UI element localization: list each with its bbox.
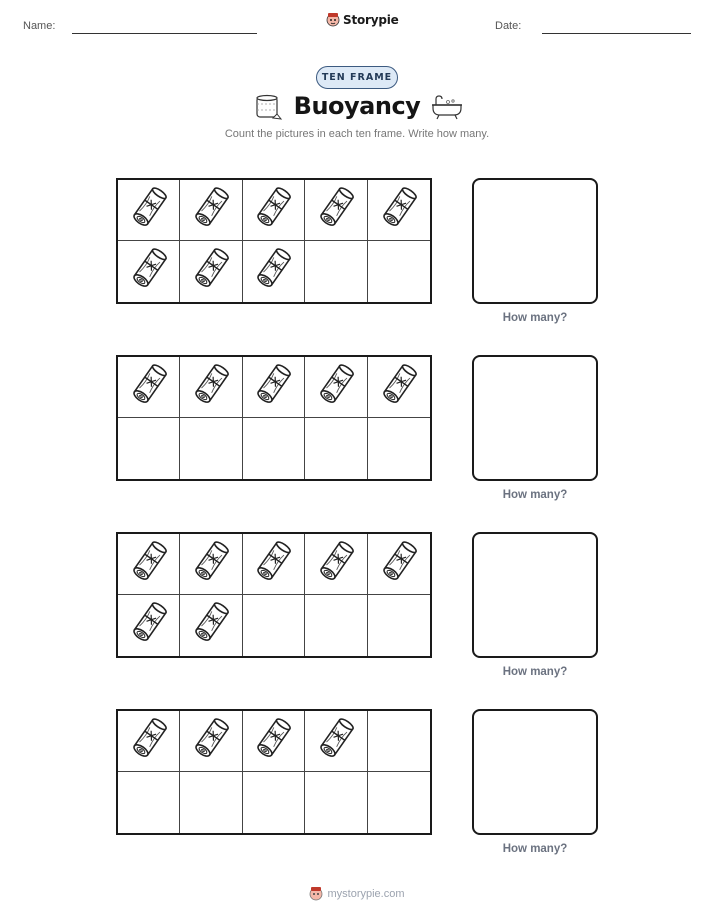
log-icon <box>316 363 356 412</box>
storypie-mascot-icon <box>309 886 323 902</box>
ten-frame-cell <box>305 772 367 833</box>
ten-frame-cell <box>243 180 305 241</box>
how-many-label-2: How many? <box>502 489 568 501</box>
ten-frame-1 <box>116 178 432 304</box>
ten-frame-cell <box>118 357 180 418</box>
ten-frame-cell <box>180 595 242 656</box>
ten-frame-cell <box>118 418 180 479</box>
log-icon <box>191 247 231 296</box>
ten-frame-cell <box>305 534 367 595</box>
ten-frame-cell <box>118 711 180 772</box>
log-icon <box>129 186 169 235</box>
storypie-mascot-icon <box>326 12 340 28</box>
log-icon <box>129 247 169 296</box>
log-icon <box>379 363 419 412</box>
log-icon <box>379 540 419 589</box>
ten-frame-cell <box>180 180 242 241</box>
how-many-label-4: How many? <box>502 843 568 855</box>
ten-frame-cell <box>305 418 367 479</box>
ten-frame-3 <box>116 532 432 658</box>
ten-frame-cell <box>305 357 367 418</box>
ten-frame-cell <box>243 241 305 302</box>
log-icon <box>191 540 231 589</box>
log-icon <box>129 601 169 650</box>
date-label: Date: <box>495 20 522 32</box>
log-icon <box>129 717 169 766</box>
ten-frame-cell <box>243 711 305 772</box>
ten-frame-cell <box>118 595 180 656</box>
ten-frame-cell <box>180 418 242 479</box>
answer-box-1[interactable] <box>472 178 598 304</box>
log-icon <box>191 363 231 412</box>
ten-frame-badge: TEN FRAME <box>316 66 398 89</box>
date-line[interactable] <box>542 33 691 34</box>
log-icon <box>191 186 231 235</box>
log-icon <box>253 186 293 235</box>
ten-frame-cell <box>118 534 180 595</box>
answer-box-3[interactable] <box>472 532 598 658</box>
name-label: Name: <box>23 20 56 32</box>
log-icon <box>129 540 169 589</box>
storypie-logo <box>326 12 399 28</box>
ten-frame-cell <box>180 357 242 418</box>
ten-frame-cell <box>243 772 305 833</box>
ten-frame-cell <box>118 241 180 302</box>
log-icon <box>253 363 293 412</box>
log-icon <box>316 540 356 589</box>
answer-box-4[interactable] <box>472 709 598 835</box>
log-icon <box>191 601 231 650</box>
ten-frame-cell <box>368 595 430 656</box>
ten-frame-cell <box>305 595 367 656</box>
ten-frame-cell <box>243 357 305 418</box>
ten-frame-cell <box>368 772 430 833</box>
ten-frame-cell <box>368 357 430 418</box>
ten-frame-cell <box>243 595 305 656</box>
ten-frame-4 <box>116 709 432 835</box>
ten-frame-cell <box>243 418 305 479</box>
ten-frame-cell <box>243 534 305 595</box>
log-icon <box>253 717 293 766</box>
ten-frame-cell <box>305 241 367 302</box>
how-many-label-1: How many? <box>502 312 568 324</box>
ten-frame-cell <box>368 418 430 479</box>
log-icon <box>316 717 356 766</box>
ten-frame-cell <box>180 534 242 595</box>
log-icon <box>253 247 293 296</box>
log-icon <box>316 186 356 235</box>
name-line[interactable] <box>72 33 257 34</box>
log-icon <box>191 717 231 766</box>
log-icon <box>379 186 419 235</box>
bathtub-icon <box>430 94 464 120</box>
ten-frame-cell <box>368 534 430 595</box>
ten-frame-cell <box>305 180 367 241</box>
ten-frame-cell <box>368 241 430 302</box>
ten-frame-cell <box>180 241 242 302</box>
footer <box>0 886 714 902</box>
ten-frame-cell <box>368 180 430 241</box>
footer-url: mystorypie.com <box>327 888 405 900</box>
ten-frame-cell <box>180 711 242 772</box>
how-many-label-3: How many? <box>502 666 568 678</box>
answer-box-2[interactable] <box>472 355 598 481</box>
instructions: Count the pictures in each ten frame. Write how many. <box>224 128 490 140</box>
log-icon <box>253 540 293 589</box>
ten-frame-cell <box>118 772 180 833</box>
ten-frame-cell <box>118 180 180 241</box>
page-title: Buoyancy <box>293 92 421 120</box>
ten-frame-cell <box>305 711 367 772</box>
brand-name: Storypie <box>343 13 399 27</box>
ten-frame-2 <box>116 355 432 481</box>
ten-frame-cell <box>180 772 242 833</box>
log-icon <box>129 363 169 412</box>
ten-frame-cell <box>368 711 430 772</box>
